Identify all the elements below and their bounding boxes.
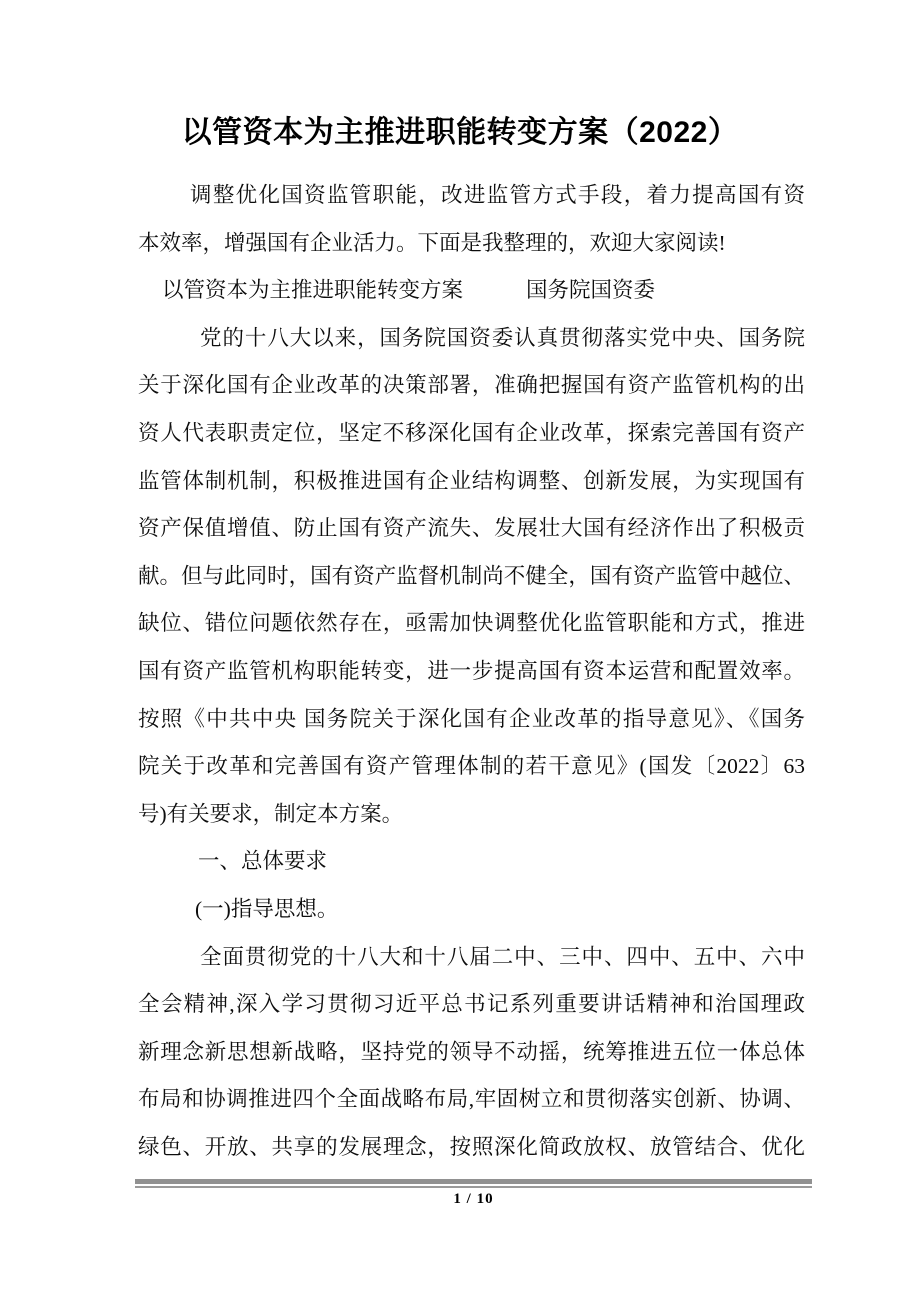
text-line: 一、总体要求 — [198, 849, 328, 874]
page-number: 1 / 10 — [453, 1191, 494, 1207]
text-line: (一)指导思想。 — [195, 896, 339, 921]
text-line: 缺位、错位问题依然存在，亟需加快调整优化监管职能和方式，推进 — [138, 611, 805, 636]
text-line: 党的十八大以来，国务院国资委认真贯彻落实党中央、国务院 — [200, 325, 805, 350]
text-line: 关于深化国有企业改革的决策部署，准确把握国有资产监管机构的出 — [138, 373, 805, 398]
document-title: 以管资本为主推进职能转变方案（2022） — [181, 116, 739, 149]
text-line: 绿色、开放、共享的发展理念，按照深化简政放权、放管结合、优化 — [138, 1134, 805, 1159]
text-line — [138, 267, 805, 315]
text-line: 院关于改革和完善国有资产管理体制的若干意见》(国发〔2022〕63 — [138, 754, 805, 779]
text-line: 监管体制机制，积极推进国有企业结构调整、创新发展，为实现国有 — [138, 468, 805, 493]
text-line: 号)有关要求，制定本方案。 — [138, 801, 404, 826]
text-line: 资人代表职责定位，坚定不移深化国有企业改革，探索完善国有资产 — [138, 420, 805, 445]
text-line: 献。但与此同时，国有资产监督机制尚不健全，国有资产监管中越位、 — [138, 563, 805, 588]
byline-author: 国务院国资委 — [526, 278, 656, 303]
text-line: 国有资产监管机构职能转变，进一步提高国有资本运营和配置效率。 — [138, 658, 805, 683]
text-line: 全会精神,深入学习贯彻习近平总书记系列重要讲话精神和治国理政 — [138, 992, 805, 1017]
document-body — [138, 172, 805, 1171]
text-line: 调整优化国资监管职能，改进监管方式手段，着力提高国有资 — [190, 183, 805, 207]
text-line: 全面贯彻党的十八大和十八届二中、三中、四中、五中、六中 — [200, 944, 805, 969]
byline-title: 以管资本为主推进职能转变方案 — [162, 278, 464, 303]
text-line: 按照《中共中央 国务院关于深化国有企业改革的指导意见》、《国务 — [138, 706, 805, 731]
text-line: 资产保值增值、防止国有资产流失、发展壮大国有经济作出了积极贡 — [138, 516, 805, 541]
text-line: 本效率，增强国有企业活力。下面是我整理的，欢迎大家阅读! — [138, 230, 726, 255]
text-line: 新理念新思想新战略，坚持党的领导不动摇，统筹推进五位一体总体 — [138, 1039, 805, 1064]
text-line: 布局和协调推进四个全面战略布局,牢固树立和贯彻落实创新、协调、 — [138, 1087, 805, 1112]
footer-divider — [135, 1179, 812, 1188]
